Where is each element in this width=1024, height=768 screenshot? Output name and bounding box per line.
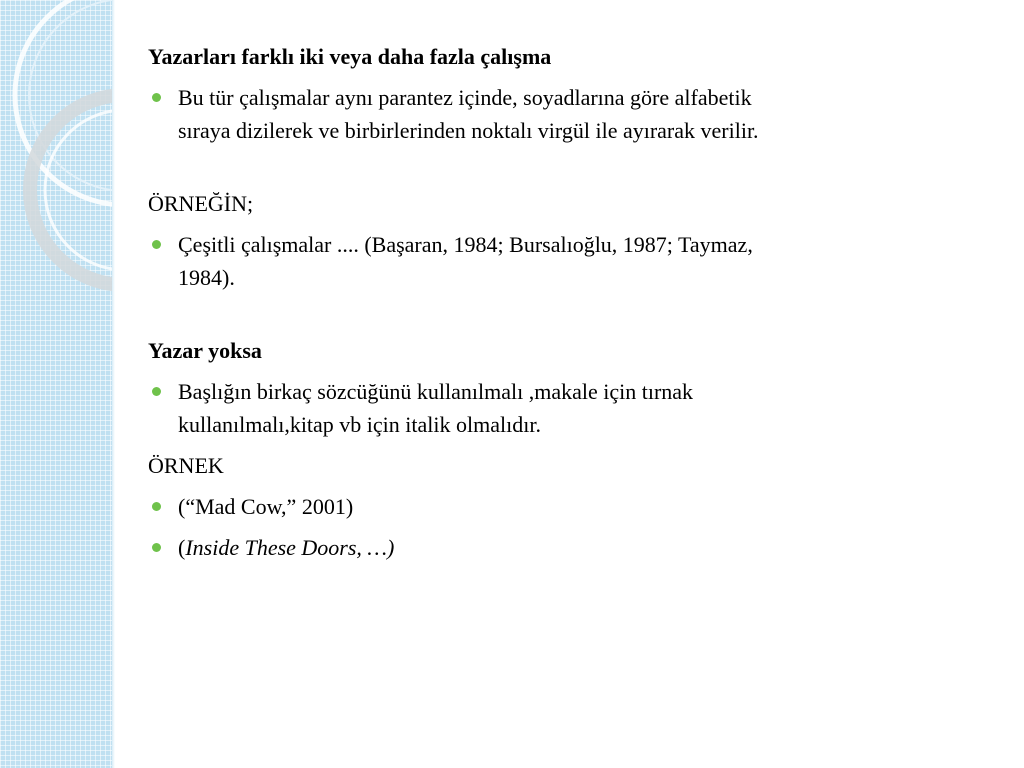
italic-book-title: Inside These Doors, …) <box>185 535 395 560</box>
slide-body <box>148 40 948 572</box>
concentric-arc-ornament <box>0 0 112 300</box>
section-heading-multiple-works: Yazarları farklı iki veya daha fazla çalışma <box>148 44 552 69</box>
bullet-text-line: 1984). <box>178 265 235 290</box>
bullet-text-line: Bu tür çalışmalar aynı parantez içinde, soyadlarına göre alfabetik <box>178 85 752 110</box>
bullet-icon <box>152 502 161 511</box>
bullet-item <box>148 531 948 564</box>
bullet-icon <box>152 93 161 102</box>
bullet-text-line: kullanılmalı,kitap vb için italik olmalıdır. <box>178 412 541 437</box>
paren-open: ( <box>178 535 186 560</box>
band-edge <box>112 0 115 768</box>
bullet-item <box>148 375 948 441</box>
bullet-icon <box>152 240 161 249</box>
bullet-text-line: sıraya dizilerek ve birbirlerinden noktalı virgül ile ayırarak verilir. <box>178 118 759 143</box>
example-label: ÖRNEĞİN; <box>148 191 254 216</box>
example-label: ÖRNEK <box>148 453 224 478</box>
spacer <box>148 155 948 187</box>
bullet-item <box>148 228 948 294</box>
bullet-text-line: Başlığın birkaç sözcüğünü kullanılmalı ,makale için tırnak <box>178 379 694 404</box>
side-decoration-band <box>0 0 112 768</box>
spacer <box>148 302 948 334</box>
bullet-text-line <box>178 531 948 564</box>
bullet-text-line: (“Mad Cow,” 2001) <box>178 494 354 519</box>
bullet-item <box>148 490 948 523</box>
bullet-item <box>148 81 948 147</box>
bullet-icon <box>152 543 161 552</box>
section-heading-no-author: Yazar yoksa <box>148 338 262 363</box>
bullet-icon <box>152 387 161 396</box>
bullet-text-line: Çeşitli çalışmalar .... (Başaran, 1984; Bursalıoğlu, 1987; Taymaz, <box>178 232 753 257</box>
